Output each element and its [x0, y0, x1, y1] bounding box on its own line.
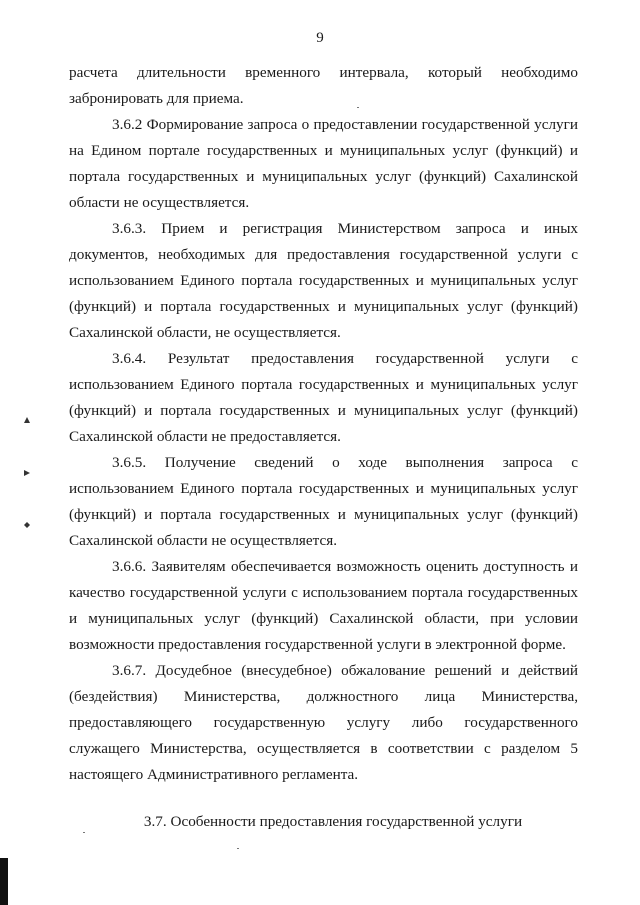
text-line: 3.6.2 Формирование запроса о предоставлении государственной услуги — [112, 116, 578, 133]
paragraph-3-6-7 — [69, 658, 578, 788]
text-line: 3.6.5. Получение сведений о ходе выполнения запроса с — [112, 454, 578, 471]
text-line: качество государственной услуги с использованием портала государственных — [69, 584, 578, 601]
scan-edge-bar — [0, 858, 8, 905]
text-line: расчета длительности временного интервала, который необходимо — [69, 64, 578, 81]
text-line: использованием Единого портала государственных и муниципальных услуг — [69, 480, 578, 497]
text-line: 3.6.7. Досудебное (внесудебное) обжалование решений и действий — [112, 662, 578, 679]
paragraph-continuation — [69, 60, 578, 112]
page-number: 9 — [316, 30, 324, 46]
text-line: 3.6.6. Заявителям обеспечивается возможность оценить доступность и — [112, 558, 578, 575]
scan-speck — [357, 107, 359, 108]
text-line: Сахалинской области, не осуществляется. — [69, 324, 341, 341]
section-heading: 3.7. Особенности предоставления государственной услуги — [143, 813, 523, 830]
text-line: возможности предоставления государственной услуги в электронной форме. — [69, 636, 566, 653]
text-line: (функций) и портала государственных и муниципальных услуг (функций) — [69, 506, 578, 523]
text-line: использованием Единого портала государственных и муниципальных услуг — [69, 272, 578, 289]
document-body — [69, 60, 578, 788]
paragraph-3-6-6 — [69, 554, 578, 658]
text-line: и муниципальных услуг (функций) Сахалинской области, при условии — [69, 610, 578, 627]
text-line: использованием Единого портала государственных и муниципальных услуг — [69, 376, 578, 393]
text-line: (функций) и портала государственных и муниципальных услуг (функций) — [69, 298, 578, 315]
text-line: предоставляющего государственную услугу либо государственного — [69, 714, 578, 731]
text-line: Сахалинской области не осуществляется. — [69, 532, 337, 549]
margin-mark-icon — [24, 522, 30, 528]
text-line: области не осуществляется. — [69, 194, 250, 211]
text-line: 3.6.4. Результат предоставления государственной услуги с — [112, 350, 578, 367]
margin-mark-icon — [24, 417, 30, 423]
text-line: служащего Министерства, осуществляется в соответствии с разделом 5 — [69, 740, 578, 757]
paragraph-3-6-4 — [69, 346, 578, 450]
text-line: 3.6.3. Прием и регистрация Министерством запроса и иных — [112, 220, 578, 237]
scan-speck — [237, 848, 239, 849]
text-line: Сахалинской области не предоставляется. — [69, 428, 341, 445]
paragraph-3-6-5 — [69, 450, 578, 554]
text-line: документов, необходимых для предоставления государственной услуги с — [69, 246, 578, 263]
text-line: настоящего Административного регламента. — [69, 766, 359, 783]
paragraph-3-6-2 — [69, 112, 578, 216]
text-line: (бездействия) Министерства, должностного лица Министерства, — [69, 688, 578, 705]
scan-speck — [83, 832, 85, 833]
text-line: забронировать для приема. — [69, 90, 244, 107]
margin-mark-icon — [24, 470, 30, 476]
text-line: портала государственных и муниципальных услуг (функций) Сахалинской — [69, 168, 578, 185]
paragraph-3-6-3 — [69, 216, 578, 346]
text-line: на Едином портале государственных и муниципальных услуг (функций) и — [69, 142, 578, 159]
text-line: (функций) и портала государственных и муниципальных услуг (функций) — [69, 402, 578, 419]
